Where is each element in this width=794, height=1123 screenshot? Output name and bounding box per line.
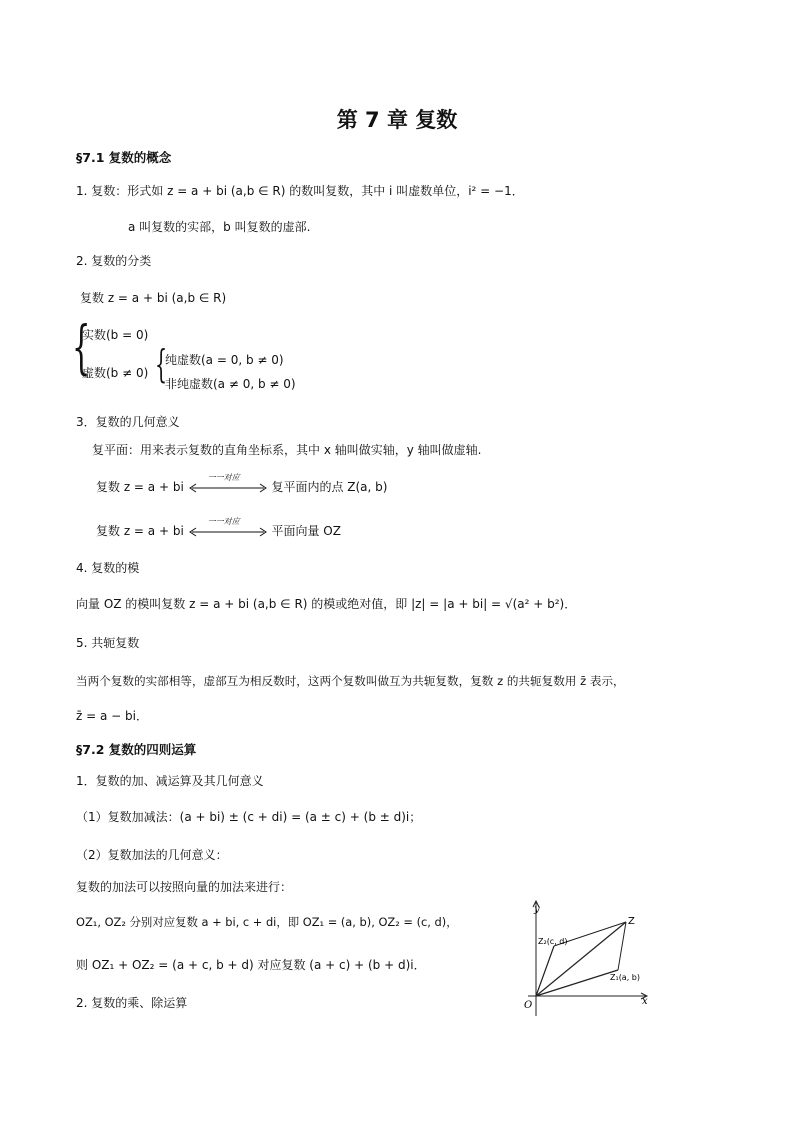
paragraph: 3．复数的几何意义 (76, 415, 180, 429)
origin-label: O (524, 1000, 533, 1011)
paragraph: 4. 复数的模 (76, 561, 140, 575)
class-item: 虚数(b ≠ 0) (82, 366, 149, 380)
double-arrow-icon (188, 516, 268, 539)
section-heading: §7.1 复数的概念 (76, 150, 172, 165)
paragraph: 5. 共轭复数 (76, 636, 140, 650)
point-label: Z (628, 916, 635, 927)
formula: OZ₁, OZ₂ 分别对应复数 a + bi, c + di，即 OZ₁ = (a, b), OZ₂ = (c, d)， (76, 915, 458, 929)
class-item: 实数(b = 0) (82, 328, 149, 342)
paragraph: 复平面：用来表示复数的直角坐标系，其中 x 轴叫做实轴，y 轴叫做虚轴. (92, 443, 482, 457)
formula: 复数 z = a + bi (a,b ∈ R) (80, 291, 227, 305)
arrow-label: 一一对应 (207, 472, 240, 482)
paragraph: 1．复数的加、减运算及其几何意义 (76, 774, 264, 788)
class-item: 纯虚数(a = 0, b ≠ 0) (165, 353, 284, 367)
paragraph: 向量 OZ 的模叫复数 z = a + bi (a,b ∈ R) 的模或绝对值，即 |z| = |a + bi| = √(a² + b²)． (76, 597, 577, 611)
paragraph: 1. 复数：形式如 z = a + bi (a,b ∈ R) 的数叫复数，其中 i 叫虚数单位，i² = −1． (76, 184, 524, 198)
parallelogram-figure (518, 898, 658, 1028)
point-label: Z₂(c, d) (538, 937, 568, 946)
arrow-label: 一一对应 (207, 516, 240, 526)
formula: z̄ = a − bi． (76, 709, 148, 723)
formula: 平面向量 OZ (271, 524, 341, 538)
formula: 复数 z = a + bi (96, 524, 184, 538)
point-label: Z₁(a, b) (610, 973, 640, 982)
paragraph: （2）复数加法的几何意义： (76, 848, 228, 862)
section-heading: §7.2 复数的四则运算 (76, 742, 197, 757)
paragraph: 当两个复数的实部相等，虚部互为相反数时，这两个复数叫做互为共轭复数，复数 z 的共轭复数用 z̄ 表示， (76, 674, 625, 688)
brace: { (155, 342, 168, 386)
axis-label: x (642, 996, 648, 1007)
double-arrow-icon (188, 472, 268, 495)
paragraph: 2. 复数的分类 (76, 254, 152, 268)
axis-label: y (534, 904, 540, 915)
formula: 复数 z = a + bi (96, 480, 184, 494)
correspondence-row (96, 516, 341, 539)
formula: （1）复数加减法：(a + bi) ± (c + di) = (a ± c) + (b ± d)i； (76, 810, 422, 824)
page-title: 第 7 章 复数 (336, 108, 458, 132)
paragraph: 复数的加法可以按照向量的加法来进行： (76, 880, 293, 894)
formula: 复平面内的点 Z(a, b) (271, 480, 388, 494)
class-item: 非纯虚数(a ≠ 0, b ≠ 0) (165, 377, 296, 391)
paragraph: a 叫复数的实部，b 叫复数的虚部. (128, 220, 311, 234)
paragraph: 2. 复数的乘、除运算 (76, 996, 188, 1010)
brace: { (72, 313, 91, 381)
correspondence-row (96, 472, 388, 495)
formula: 则 OZ₁ + OZ₂ = (a + c, b + d) 对应复数 (a + c) + (b + d)i． (76, 958, 426, 972)
